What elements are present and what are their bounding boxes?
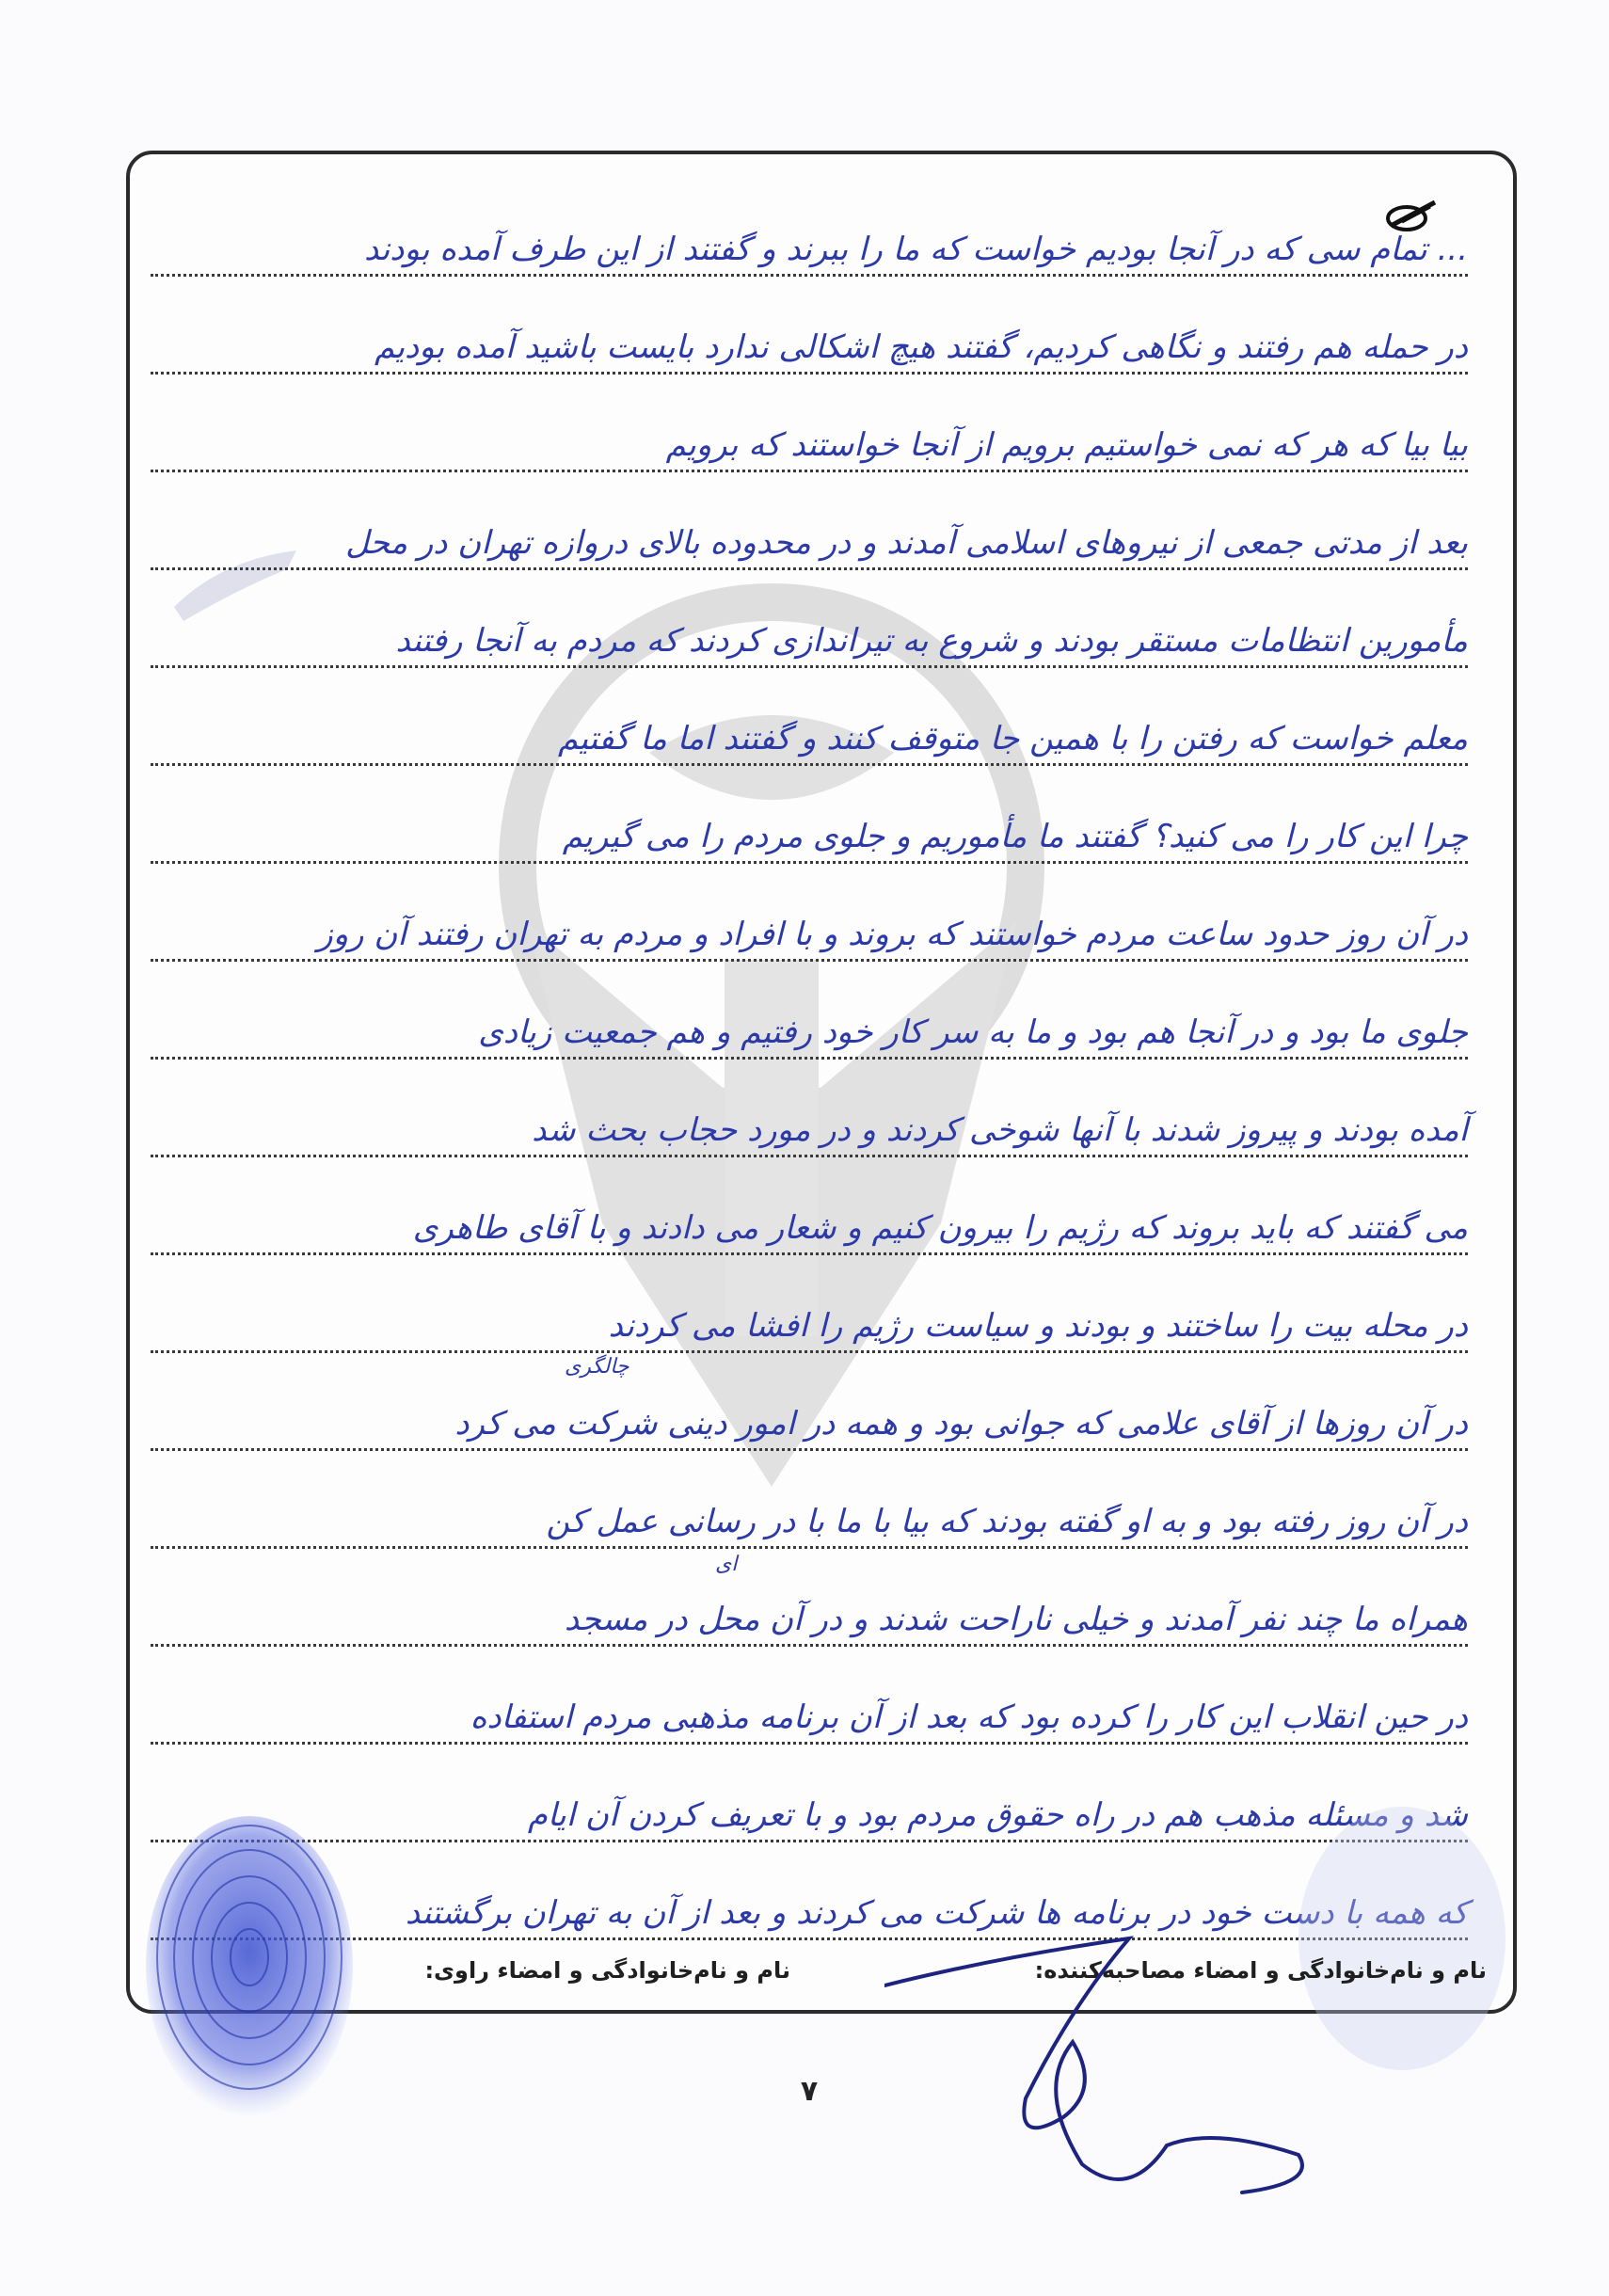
handwritten-line-text: جلوی ما بود و در آنجا هم بود و ما به سر کار خود رفتیم و هم جمعیت زیادی xyxy=(478,1013,1468,1051)
handwritten-line xyxy=(151,277,1468,375)
handwritten-line xyxy=(151,1549,1468,1647)
handwritten-line-text: بیا بیا که هر که نمی خواستیم برویم از آنجا خواستند که برویم xyxy=(665,426,1468,464)
handwritten-line-text: می گفتند که باید بروند که رژیم را بیرون کنیم و شعار می دادند و با آقای طاهری xyxy=(412,1209,1468,1247)
marginal-annotation: چالگری xyxy=(565,1355,629,1379)
handwritten-line xyxy=(151,1647,1468,1745)
handwritten-line-text: شد و مسئله مذهب هم در راه حقوق مردم بود و با تعریف کردن آن ایام xyxy=(527,1796,1468,1834)
handwritten-line xyxy=(151,1255,1468,1353)
handwritten-line-text: همراه ما چند نفر آمدند و خیلی ناراحت شدند و در آن محل در مسجد xyxy=(564,1601,1468,1638)
handwritten-line-text: در آن روز رفته بود و به او گفته بودند که بیا با ما با در رسانی عمل کن xyxy=(546,1503,1468,1540)
handwritten-line xyxy=(151,1353,1468,1451)
handwritten-line-text: در آن روزها از آقای علامی که جوانی بود و همه در امور دینی شرکت می کرد xyxy=(454,1405,1468,1443)
handwritten-line xyxy=(151,1157,1468,1255)
handwritten-line xyxy=(151,864,1468,962)
handwritten-line xyxy=(151,1451,1468,1549)
handwritten-line-text: که همه با دست خود در برنامه ها شرکت می کردند و بعد از آن به تهران برگشتند xyxy=(405,1894,1468,1932)
handwritten-line xyxy=(151,962,1468,1060)
handwritten-line-text: در حین انقلاب این کار را کرده بود که بعد از آن برنامه مذهبی مردم استفاده xyxy=(470,1698,1468,1736)
handwritten-line xyxy=(151,472,1468,570)
handwritten-line-text: در محله بیت را ساختند و بودند و سیاست رژیم را افشا می کردند xyxy=(608,1307,1468,1345)
handwritten-line xyxy=(151,570,1468,668)
handwritten-line xyxy=(151,179,1468,277)
handwritten-line xyxy=(151,375,1468,472)
handwritten-signature xyxy=(884,1929,1336,2211)
marginal-annotation: ای xyxy=(715,1553,738,1576)
narrator-signature-label: نام و نام‌خانوادگی و امضاء راوی: xyxy=(424,1957,790,1984)
page-number: ۷ xyxy=(800,2075,819,2108)
handwritten-line-text: چرا این کار را می کنید؟ گفتند ما مأموریم و جلوی مردم را می گیریم xyxy=(562,818,1468,855)
handwritten-line xyxy=(151,1060,1468,1157)
handwritten-line-text: مأمورین انتظامات مستقر بودند و شروع به تیراندازی کردند که مردم به آنجا رفتند xyxy=(395,622,1468,660)
handwritten-line-text: بعد از مدتی جمعی از نیروهای اسلامی آمدند و در محدوده بالای دروازه تهران در محل xyxy=(345,524,1468,562)
interviewer-signature-label: نام و نام‌خانوادگی و امضاء مصاحبه‌کننده: xyxy=(1034,1957,1487,1984)
handwritten-line xyxy=(151,668,1468,766)
handwritten-line-text: در حمله هم رفتند و نگاهی کردیم، گفتند هیچ اشکالی ندارد بایست باشید آمده بودیم xyxy=(374,328,1468,366)
handwritten-line xyxy=(151,766,1468,864)
handwritten-line-text: آمده بودند و پیروز شدند با آنها شوخی کردند و در مورد حجاب بحث شد xyxy=(532,1111,1468,1149)
handwritten-line-text: معلم خواست که رفتن را با همین جا متوقف کنند و گفتند اما ما گفتیم xyxy=(557,720,1468,757)
handwritten-line-text: ... تمام سی که در آنجا بودیم خواست که ما را ببرند و گفتند از این طرف آمده بودند xyxy=(364,231,1468,268)
handwritten-line-text: در آن روز حدود ساعت مردم خواستند که بروند و با افراد و مردم به تهران رفتند آن روز xyxy=(317,916,1468,953)
